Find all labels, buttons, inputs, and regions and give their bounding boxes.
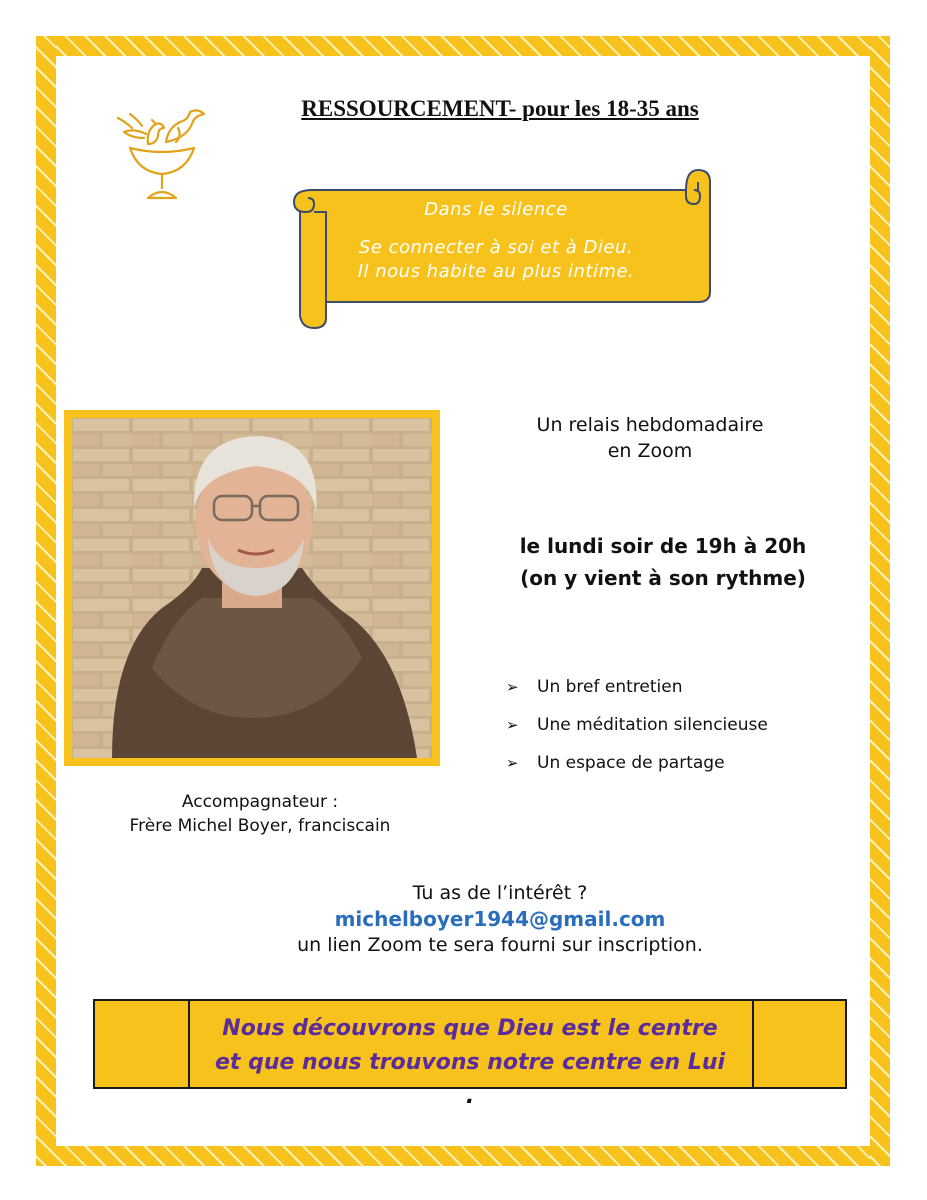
activity-label: Un espace de partage	[537, 753, 725, 773]
page-title: RESSOURCEMENT- pour les 18-35 ans	[301, 96, 699, 121]
list-item	[506, 672, 846, 710]
banner-line-1: Nous découvrons que Dieu est le centre	[222, 1016, 718, 1041]
portrait-photo	[72, 418, 432, 758]
relay-info	[470, 412, 830, 464]
banner-divider-right	[752, 1001, 754, 1087]
relay-line-1: Un relais hebdomadaire	[536, 414, 764, 436]
activity-list	[506, 672, 846, 786]
frame-top-border	[36, 36, 890, 56]
banner-line-2-wrap	[190, 1046, 750, 1114]
arrow-bullet-icon: ➢	[506, 716, 519, 734]
activity-label: Un bref entretien	[537, 677, 683, 697]
companion-name: Frère Michel Boyer, franciscain	[129, 816, 391, 836]
scroll-line-1: Dans le silence	[424, 199, 568, 220]
email-link[interactable]: michelboyer1944@gmail.com	[334, 907, 666, 931]
contact-info	[220, 880, 780, 958]
scroll-line-2: Se connecter à soi et à Dieu.	[358, 237, 634, 258]
companion-caption	[100, 790, 420, 838]
banner-period: .	[465, 1084, 475, 1109]
companion-label: Accompagnateur :	[181, 792, 339, 812]
frame-right-border	[870, 36, 890, 1166]
contact-note: un lien Zoom te sera fourni sur inscription.	[297, 934, 703, 956]
contact-question: Tu as de l’intérêt ?	[412, 882, 588, 904]
banner-line-2: et que nous trouvons notre centre en Lui	[214, 1050, 726, 1075]
schedule-line-1: le lundi soir de 19h à 20h	[519, 534, 807, 558]
banner-text	[190, 1012, 750, 1114]
frame-left-border	[36, 36, 56, 1166]
doves-on-chalice-icon	[108, 98, 213, 204]
scroll-line-3: Il nous habite au plus intime.	[357, 261, 635, 282]
activity-label: Une méditation silencieuse	[537, 715, 768, 735]
schedule	[478, 530, 848, 594]
list-item	[506, 710, 846, 748]
arrow-bullet-icon: ➢	[506, 678, 519, 696]
scroll-text	[316, 198, 676, 284]
frame-bottom-border	[36, 1146, 890, 1166]
arrow-bullet-icon: ➢	[506, 754, 519, 772]
schedule-line-2: (on y vient à son rythme)	[520, 566, 806, 590]
list-item	[506, 748, 846, 786]
relay-line-2: en Zoom	[607, 440, 693, 462]
